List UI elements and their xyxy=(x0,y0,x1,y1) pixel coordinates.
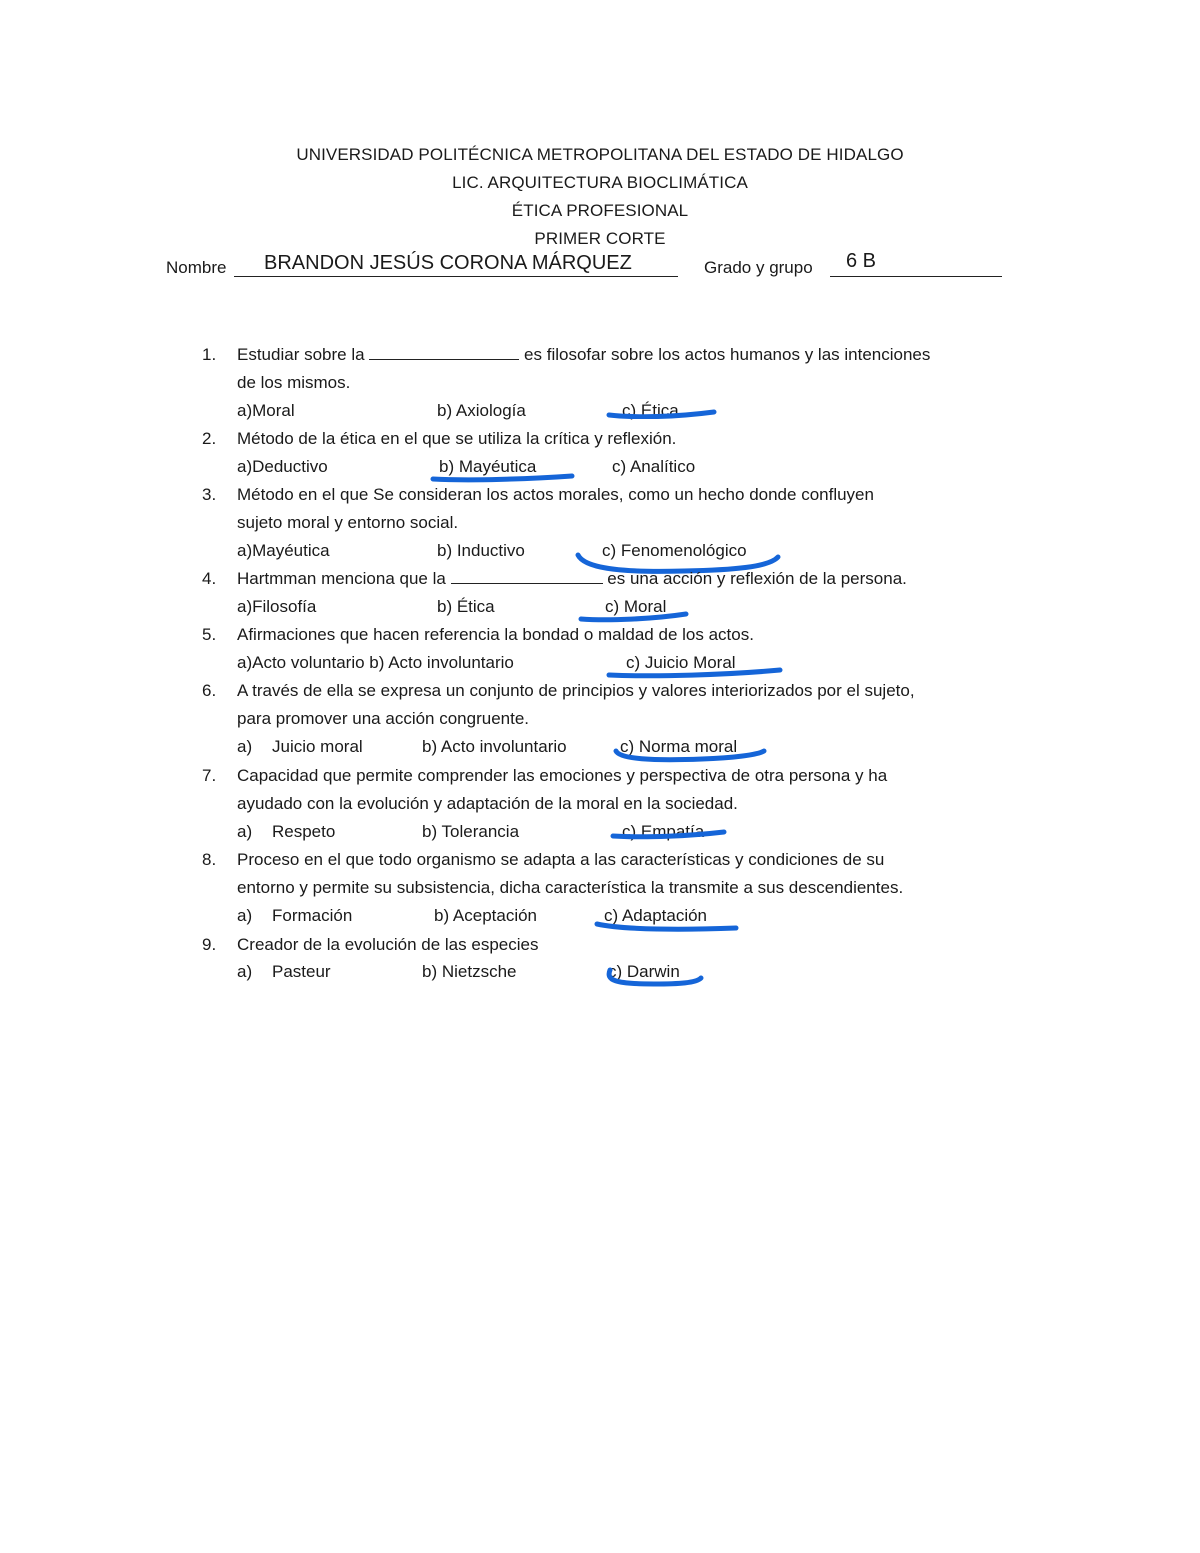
course-heading: ÉTICA PROFESIONAL xyxy=(511,201,689,220)
pen-answer-mark xyxy=(594,916,740,932)
question-text: Capacidad que permite comprender las emociones y perspectiva de otra persona y ha xyxy=(237,766,888,785)
pen-answer-mark xyxy=(604,966,704,988)
question-text-before: Estudiar sobre la xyxy=(237,345,365,364)
question-number: 4. xyxy=(202,569,217,588)
option-b[interactable]: b) Nietzsche xyxy=(422,962,517,981)
group-field[interactable]: 6 B xyxy=(846,250,877,272)
question-number: 1. xyxy=(202,345,217,364)
option-a[interactable]: Juicio moral xyxy=(272,737,363,756)
option-b[interactable]: b) Aceptación xyxy=(434,906,538,925)
question-text: Proceso en el que todo organismo se adapta a las características y condiciones de su xyxy=(237,850,885,869)
option-a[interactable]: Formación xyxy=(272,906,353,925)
question-number: 5. xyxy=(202,625,217,644)
student-name-field[interactable]: BRANDON JESÚS CORONA MÁRQUEZ xyxy=(264,252,632,274)
name-label: Nombre xyxy=(166,258,227,277)
question-text: Método en el que Se consideran los actos morales, como un hecho donde confluyen xyxy=(237,485,874,504)
question-text-continued: ayudado con la evolución y adaptación de la moral en la sociedad. xyxy=(237,794,738,813)
option-c[interactable]: c) Ética xyxy=(622,401,679,420)
question-text-after: es filosofar sobre los actos humanos y las intenciones xyxy=(524,345,931,364)
option-b[interactable]: b) Mayéutica xyxy=(439,457,537,476)
option-c[interactable]: c) Darwin xyxy=(608,962,680,981)
question-text: A través de ella se expresa un conjunto de principios y valores interiorizados por el sujeto, xyxy=(237,681,915,700)
option-a-letter[interactable]: a) xyxy=(237,962,253,981)
group-underline xyxy=(830,276,1002,277)
question-text xyxy=(237,569,1037,589)
question-text: Afirmaciones que hacen referencia la bondad o maldad de los actos. xyxy=(237,625,754,644)
option-a[interactable]: Respeto xyxy=(272,822,336,841)
option-c[interactable]: c) Fenomenológico xyxy=(602,541,747,560)
question-text xyxy=(237,345,1037,365)
option-c[interactable]: c) Adaptación xyxy=(604,906,708,925)
pen-answer-mark xyxy=(610,826,728,840)
option-c[interactable]: c) Moral xyxy=(605,597,667,616)
answer-blank xyxy=(451,569,603,584)
question-number: 3. xyxy=(202,485,217,504)
question-text: Método de la ética en el que se utiliza la crítica y reflexión. xyxy=(237,429,677,448)
option-a-letter[interactable]: a) xyxy=(237,822,253,841)
question-text-after: es una acción y reflexión de la persona. xyxy=(607,569,907,588)
option-b[interactable]: b) Tolerancia xyxy=(422,822,520,841)
question-text-continued: para promover una acción congruente. xyxy=(237,709,530,728)
program-heading: LIC. ARQUITECTURA BIOCLIMÁTICA xyxy=(452,173,748,192)
option-a[interactable]: a)Moral xyxy=(237,401,295,420)
option-a-letter[interactable]: a) xyxy=(237,906,253,925)
question-number: 9. xyxy=(202,935,217,954)
option-c[interactable]: c) Analítico xyxy=(612,457,696,476)
question-text-continued: de los mismos. xyxy=(237,373,351,392)
option-b[interactable]: b) Inductivo xyxy=(437,541,525,560)
option-a-letter[interactable]: a) xyxy=(237,737,253,756)
option-a[interactable]: a)Deductivo xyxy=(237,457,328,476)
option-b[interactable]: b) Axiología xyxy=(437,401,526,420)
option-a[interactable]: a)Mayéutica xyxy=(237,541,330,560)
group-label: Grado y grupo xyxy=(704,258,813,277)
term-heading: PRIMER CORTE xyxy=(534,229,666,248)
option-a-b[interactable]: a)Acto voluntario b) Acto involuntario xyxy=(237,653,514,672)
option-b[interactable]: b) Ética xyxy=(437,597,495,616)
option-a[interactable]: a)Filosofía xyxy=(237,597,317,616)
option-b[interactable]: b) Acto involuntario xyxy=(422,737,567,756)
university-heading: UNIVERSIDAD POLITÉCNICA METROPOLITANA DEL ESTADO DE HIDALGO xyxy=(296,145,904,164)
question-number: 7. xyxy=(202,766,217,785)
question-number: 2. xyxy=(202,429,217,448)
question-text-continued: sujeto moral y entorno social. xyxy=(237,513,459,532)
question-text-before: Hartmman menciona que la xyxy=(237,569,446,588)
option-c[interactable]: c) Norma moral xyxy=(620,737,738,756)
pen-answer-mark xyxy=(606,407,718,419)
answer-blank xyxy=(369,345,519,360)
name-underline xyxy=(234,276,678,277)
question-number: 8. xyxy=(202,850,217,869)
option-a[interactable]: Pasteur xyxy=(272,962,331,981)
question-text-continued: entorno y permite su subsistencia, dicha característica la transmite a sus descendientes. xyxy=(237,878,904,897)
question-text: Creador de la evolución de las especies xyxy=(237,935,539,954)
pen-answer-mark xyxy=(612,743,768,763)
student-info-row xyxy=(0,252,1200,282)
pen-answer-mark xyxy=(430,471,576,483)
pen-answer-mark xyxy=(578,609,690,623)
question-number: 6. xyxy=(202,681,217,700)
pen-answer-mark xyxy=(606,665,784,679)
option-c[interactable]: c) Juicio Moral xyxy=(626,653,736,672)
option-c[interactable]: c) Empatía xyxy=(622,822,705,841)
